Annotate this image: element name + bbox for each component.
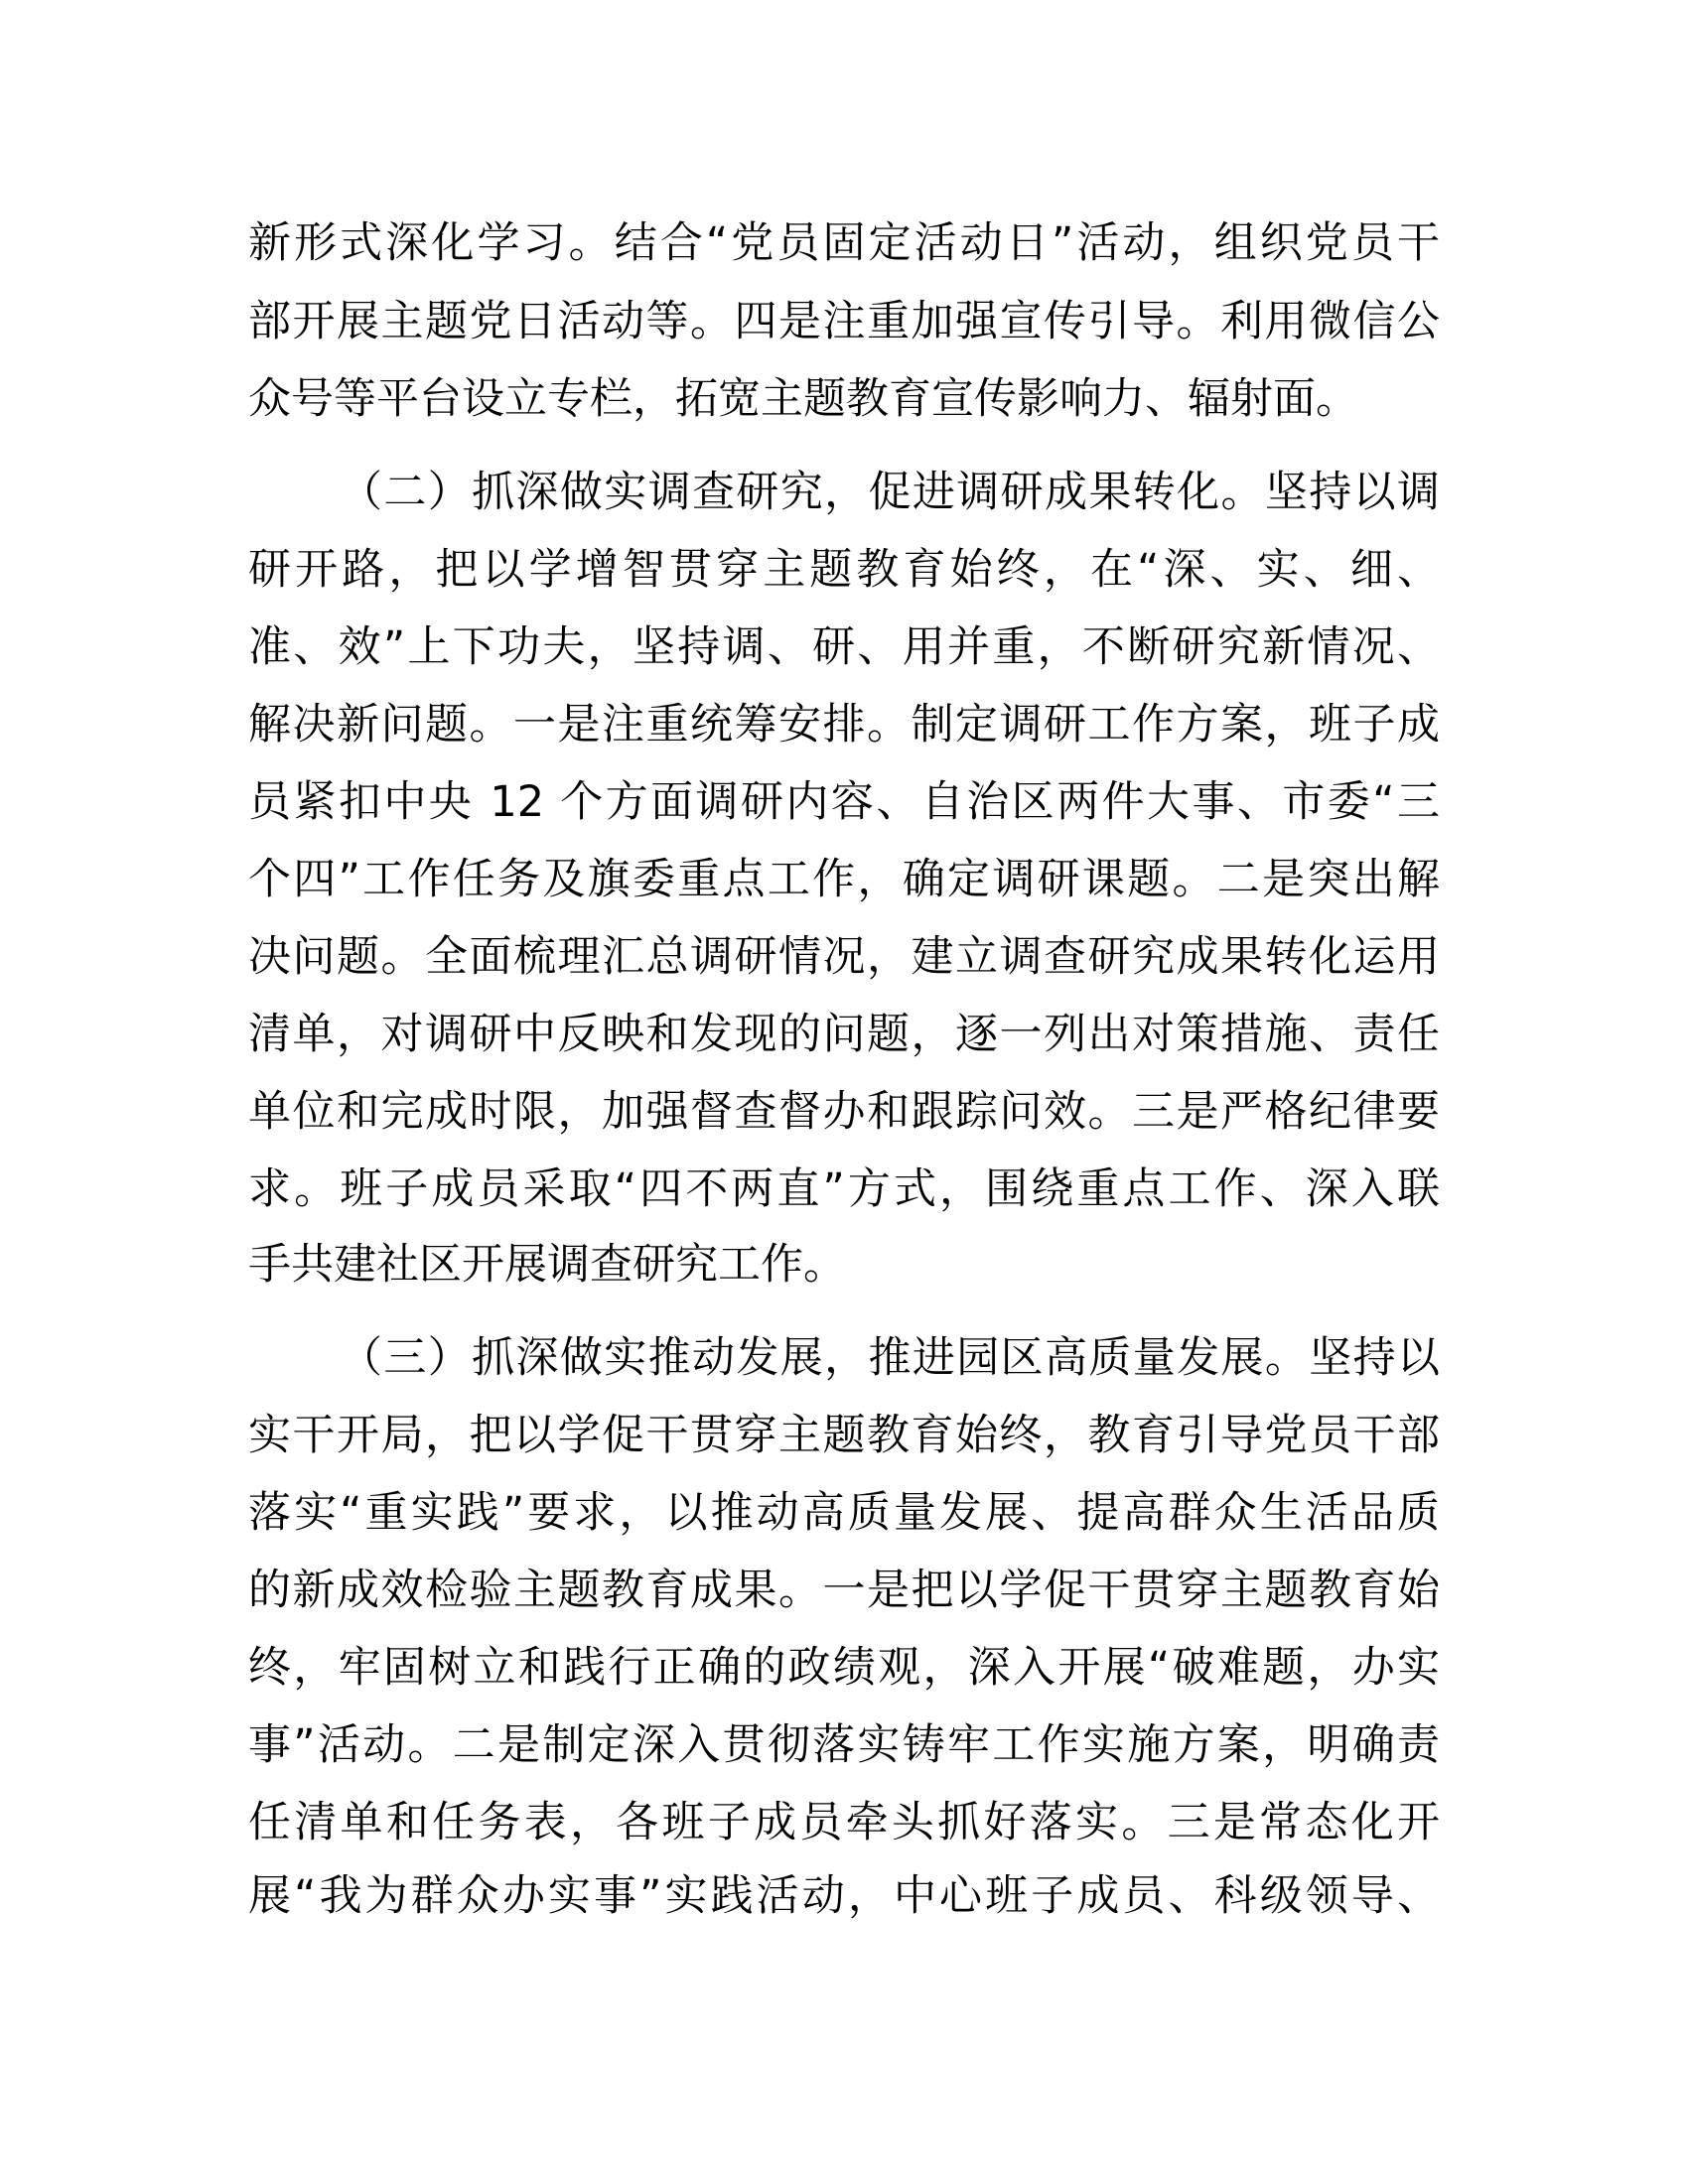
section-heading-line: （三）抓深做实推动发展，推进园区高质量发展。坚持以	[340, 1333, 1440, 1383]
text-line: 研开路，把以学增智贯穿主题教育始终，在“深、实、细、	[248, 545, 1440, 595]
text-line: 解决新问题。一是注重统筹安排。制定调研工作方案，班子成	[248, 700, 1440, 750]
text-line: 任清单和任务表，各班子成员牵头抓好落实。三是常态化开	[248, 1798, 1440, 1847]
text-line: 单位和完成时限，加强督查督办和跟踪问效。三是严格纪律要	[248, 1087, 1440, 1137]
text-line: 新形式深化学习。结合“党员固定活动日”活动，组织党员干	[248, 218, 1440, 268]
text-line: 员紧扣中央 12 个方面调研内容、自治区两件大事、市委“三	[248, 777, 1440, 827]
text-line: 事”活动。二是制定深入贯彻落实铸牢工作实施方案，明确责	[248, 1720, 1440, 1770]
text-line: 部开展主题党日活动等。四是注重加强宣传引导。利用微信公	[248, 297, 1440, 346]
text-line: 个四”工作任务及旗委重点工作，确定调研课题。二是突出解	[248, 855, 1440, 904]
text-line: 实干开局，把以学促干贯穿主题教育始终，教育引导党员干部	[248, 1411, 1440, 1460]
text-line: 清单，对调研中反映和发现的问题，逐一列出对策措施、责任	[248, 1010, 1440, 1059]
text-line: 众号等平台设立专栏，拓宽主题教育宣传影响力、辐射面。	[248, 374, 1358, 424]
section-heading-line: （二）抓深做实调查研究，促进调研成果转化。坚持以调	[340, 468, 1440, 517]
text-line: 决问题。全面梳理汇总调研情况，建立调查研究成果转化运用	[248, 932, 1440, 982]
text-line: 展“我为群众办实事”实践活动，中心班子成员、科级领导、	[248, 1871, 1440, 1921]
text-line: 手共建社区开展调查研究工作。	[248, 1240, 846, 1290]
text-line: 的新成效检验主题教育成果。一是把以学促干贯穿主题教育始	[248, 1566, 1440, 1615]
text-line: 准、效”上下功夫，坚持调、研、用并重，不断研究新情况、	[248, 622, 1440, 672]
text-line: 落实“重实践”要求，以推动高质量发展、提高群众生活品质	[248, 1488, 1440, 1538]
text-line: 终，牢固树立和践行正确的政绩观，深入开展“破难题，办实	[248, 1643, 1440, 1693]
text-line: 求。班子成员采取“四不两直”方式，围绕重点工作、深入联	[248, 1164, 1440, 1214]
